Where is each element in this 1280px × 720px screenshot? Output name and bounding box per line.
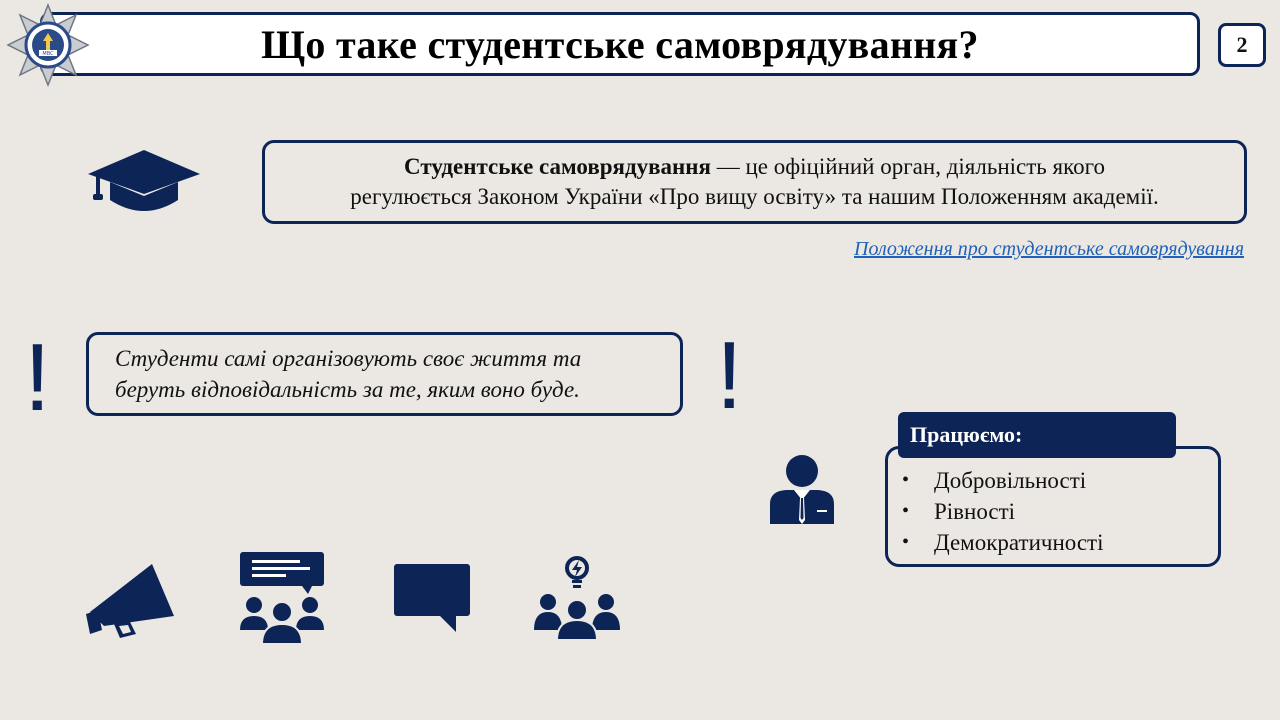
principle-item: • Добровільності [902, 465, 1218, 496]
svg-text:МВС: МВС [42, 51, 54, 57]
definition-term: Студентське самоврядування [404, 154, 711, 179]
academy-logo [6, 3, 90, 87]
page-title: Що таке студентське самоврядування? [261, 21, 979, 67]
definition-line-2: регулюється Законом України «Про вищу освіту» та нашим Положенням академії. [350, 184, 1159, 209]
regulation-link[interactable]: Положення про студентське самоврядування [854, 238, 1244, 260]
principles-box [885, 446, 1221, 567]
idea-team-icon [534, 556, 620, 640]
megaphone-icon [84, 560, 178, 638]
exclamation-left: ! [24, 324, 51, 431]
principle-item: • Демократичності [902, 527, 1218, 558]
page-number: 2 [1218, 23, 1266, 67]
principles-heading: Працюємо: [898, 412, 1176, 458]
exclamation-right: ! [716, 322, 743, 429]
businessman-icon [768, 454, 836, 526]
definition-box [262, 140, 1247, 224]
definition-line-1 [404, 152, 1105, 182]
quote-box [86, 332, 683, 416]
quote-line-1: Студенти самі організовують своє життя та [115, 346, 582, 371]
presentation-group-icon [238, 550, 326, 644]
chat-bubble-icon [392, 562, 472, 634]
quote-line-2: беруть відповідальність за те, яким воно буде. [115, 377, 580, 402]
definition-line-1-rest: — це офіційний орган, діяльність якого [711, 154, 1105, 179]
principle-item: • Рівності [902, 496, 1218, 527]
graduation-cap-icon [86, 148, 202, 214]
title-box [40, 12, 1200, 76]
